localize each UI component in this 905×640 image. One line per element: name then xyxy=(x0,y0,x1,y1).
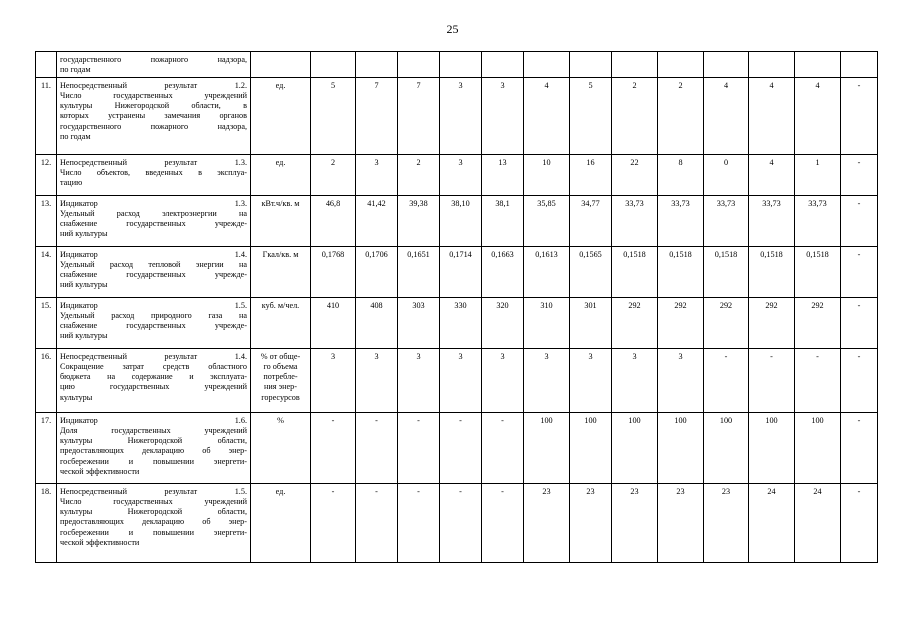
unit-cell xyxy=(251,246,311,297)
indicator-name-line: ний культуры xyxy=(60,280,108,290)
indicator-name-cell xyxy=(57,154,251,195)
indicator-name-cell xyxy=(57,77,251,154)
value-cell: 292 xyxy=(795,297,841,348)
indicator-name-line: снабжение государственных учрежде- xyxy=(60,321,247,331)
unit-line: потребле- xyxy=(263,372,298,382)
value-cell: 0 xyxy=(704,154,749,195)
value-cell: 303 xyxy=(398,297,440,348)
value-cell: 2 xyxy=(398,154,440,195)
indicator-name-line: госбережении и повышении энергети- xyxy=(60,456,247,466)
indicator-name-line: по годам xyxy=(60,132,91,142)
value-cell: - xyxy=(440,483,482,562)
unit-line: горесурсов xyxy=(261,392,300,402)
value-cell xyxy=(524,52,570,78)
value-cell xyxy=(440,52,482,78)
value-cell: 3 xyxy=(440,348,482,412)
value-cell xyxy=(398,52,440,78)
value-cell: - xyxy=(841,154,878,195)
value-cell: 41,42 xyxy=(356,195,398,246)
value-cell: 3 xyxy=(612,348,658,412)
value-cell: 7 xyxy=(398,77,440,154)
indicator-name-line: ний культуры xyxy=(60,229,108,239)
value-cell xyxy=(311,52,356,78)
value-cell: 23 xyxy=(704,483,749,562)
value-cell xyxy=(658,52,704,78)
value-cell: - xyxy=(311,483,356,562)
value-cell: 10 xyxy=(524,154,570,195)
indicator-name-line: ний культуры xyxy=(60,331,108,341)
value-cell: 0,1613 xyxy=(524,246,570,297)
unit-line: Гкал/кв. м xyxy=(262,249,299,259)
indicator-name-line: Удельный расход природного газа на xyxy=(60,310,247,320)
value-cell: 33,73 xyxy=(658,195,704,246)
value-cell: 33,73 xyxy=(749,195,795,246)
value-cell: 408 xyxy=(356,297,398,348)
value-cell: 16 xyxy=(570,154,612,195)
indicator-name-line: предоставляющих декларацию об энер- xyxy=(60,446,247,456)
value-cell xyxy=(356,52,398,78)
table-row xyxy=(36,246,878,297)
row-number-cell: 11. xyxy=(36,77,57,154)
value-cell xyxy=(795,52,841,78)
value-cell: 0,1518 xyxy=(749,246,795,297)
value-cell: 3 xyxy=(658,348,704,412)
value-cell: 310 xyxy=(524,297,570,348)
indicator-name-line: Непосредственный результат 1.4. xyxy=(60,351,247,361)
page-number: 25 xyxy=(446,22,459,36)
row-number-cell: 17. xyxy=(36,412,57,483)
value-cell: 100 xyxy=(570,412,612,483)
unit-line: ния энер- xyxy=(264,382,297,392)
value-cell: 24 xyxy=(795,483,841,562)
indicator-name-line: культуры Нижегородской области, xyxy=(60,436,247,446)
value-cell: 2 xyxy=(658,77,704,154)
row-number-cell: 16. xyxy=(36,348,57,412)
indicator-name-line: которых устранены замечания органов xyxy=(60,111,247,121)
table-row xyxy=(36,154,878,195)
unit-line: ед. xyxy=(275,80,286,90)
row-number-cell: 12. xyxy=(36,154,57,195)
value-cell: - xyxy=(749,348,795,412)
value-cell: - xyxy=(482,412,524,483)
unit-cell xyxy=(251,154,311,195)
table-row xyxy=(36,412,878,483)
indicator-name-line: культуры Нижегородской области, xyxy=(60,507,247,517)
value-cell: 13 xyxy=(482,154,524,195)
value-cell: 0,1768 xyxy=(311,246,356,297)
value-cell: 0,1518 xyxy=(658,246,704,297)
indicator-name-line: Число объектов, введенных в эксплуа- xyxy=(60,167,247,177)
value-cell: 2 xyxy=(311,154,356,195)
indicator-name-line: Доля государственных учреждений xyxy=(60,425,247,435)
row-number-cell: 13. xyxy=(36,195,57,246)
indicator-name-line: Сокращение затрат средств областного xyxy=(60,361,247,371)
value-cell: - xyxy=(841,412,878,483)
value-cell: 7 xyxy=(356,77,398,154)
value-cell: 3 xyxy=(440,154,482,195)
value-cell: 0,1518 xyxy=(704,246,749,297)
indicator-name-cell xyxy=(57,246,251,297)
value-cell: 3 xyxy=(524,348,570,412)
unit-cell xyxy=(251,412,311,483)
value-cell: 0,1714 xyxy=(440,246,482,297)
indicator-name-line: Число государственных учреждений xyxy=(60,90,247,100)
value-cell: 100 xyxy=(612,412,658,483)
value-cell: 0,1706 xyxy=(356,246,398,297)
value-cell: 23 xyxy=(612,483,658,562)
value-cell: - xyxy=(841,77,878,154)
value-cell: - xyxy=(440,412,482,483)
value-cell: - xyxy=(398,483,440,562)
value-cell: - xyxy=(398,412,440,483)
value-cell: 33,73 xyxy=(704,195,749,246)
indicator-name-cell xyxy=(57,297,251,348)
value-cell xyxy=(841,52,878,78)
value-cell: - xyxy=(311,412,356,483)
indicator-name-line: Непосредственный результат 1.2. xyxy=(60,80,247,90)
value-cell xyxy=(482,52,524,78)
unit-line: ед. xyxy=(275,157,286,167)
value-cell: 3 xyxy=(311,348,356,412)
value-cell: 2 xyxy=(612,77,658,154)
indicator-name-line: культуры xyxy=(60,392,93,402)
indicator-name-line: государственного пожарного надзора, xyxy=(60,55,247,64)
value-cell: - xyxy=(841,348,878,412)
value-cell: 292 xyxy=(704,297,749,348)
value-cell: 0,1663 xyxy=(482,246,524,297)
value-cell: 301 xyxy=(570,297,612,348)
indicator-name-line: Непосредственный результат 1.5. xyxy=(60,486,247,496)
value-cell xyxy=(612,52,658,78)
unit-line: куб. м/чел. xyxy=(261,300,300,310)
indicator-name-cell xyxy=(57,195,251,246)
indicator-name-line: Число государственных учреждений xyxy=(60,496,247,506)
value-cell: 33,73 xyxy=(795,195,841,246)
value-cell: 292 xyxy=(749,297,795,348)
value-cell: 3 xyxy=(570,348,612,412)
value-cell: 320 xyxy=(482,297,524,348)
value-cell: 1 xyxy=(795,154,841,195)
value-cell xyxy=(749,52,795,78)
indicator-name-line: Индикатор 1.4. xyxy=(60,249,247,259)
value-cell: 23 xyxy=(524,483,570,562)
indicators-table xyxy=(35,51,878,563)
indicator-name-cell xyxy=(57,412,251,483)
value-cell: 4 xyxy=(524,77,570,154)
indicator-name-line: цию государственных учреждений xyxy=(60,382,247,392)
unit-line: % xyxy=(277,415,284,425)
row-number-cell: 15. xyxy=(36,297,57,348)
value-cell: 410 xyxy=(311,297,356,348)
indicator-name-line: по годам xyxy=(60,65,91,75)
value-cell: 100 xyxy=(795,412,841,483)
value-cell: 3 xyxy=(356,154,398,195)
unit-line: кВт.ч/кв. м xyxy=(261,198,300,208)
value-cell: 46,8 xyxy=(311,195,356,246)
indicator-name-line: государственного пожарного надзора, xyxy=(60,121,247,131)
indicator-name-cell xyxy=(57,52,251,78)
unit-cell xyxy=(251,483,311,562)
indicator-name-line: ческой эффективности xyxy=(60,467,140,477)
table-row xyxy=(36,348,878,412)
value-cell: 3 xyxy=(356,348,398,412)
indicator-name-line: Непосредственный результат 1.3. xyxy=(60,157,247,167)
value-cell: 34,77 xyxy=(570,195,612,246)
row-number-cell: 14. xyxy=(36,246,57,297)
value-cell: 5 xyxy=(311,77,356,154)
value-cell xyxy=(704,52,749,78)
value-cell: 3 xyxy=(440,77,482,154)
value-cell: - xyxy=(356,412,398,483)
value-cell: - xyxy=(482,483,524,562)
value-cell: 100 xyxy=(704,412,749,483)
value-cell: 0,1518 xyxy=(795,246,841,297)
value-cell: 4 xyxy=(749,154,795,195)
indicator-name-line: ческой эффективности xyxy=(60,538,140,548)
indicator-name-line: культуры Нижегородской области, в xyxy=(60,101,247,111)
value-cell: 5 xyxy=(570,77,612,154)
value-cell: 0,1518 xyxy=(612,246,658,297)
value-cell: - xyxy=(841,195,878,246)
value-cell: 100 xyxy=(749,412,795,483)
indicator-name-line: Удельный расход тепловой энергии на xyxy=(60,259,247,269)
value-cell: 100 xyxy=(524,412,570,483)
indicator-name-line: снабжение государственных учрежде- xyxy=(60,270,247,280)
unit-cell xyxy=(251,297,311,348)
indicator-name-line: Индикатор 1.3. xyxy=(60,198,247,208)
value-cell: 3 xyxy=(482,348,524,412)
value-cell: 292 xyxy=(658,297,704,348)
value-cell: - xyxy=(841,483,878,562)
indicator-name-line: Индикатор 1.5. xyxy=(60,300,247,310)
unit-line: го объема xyxy=(263,361,298,371)
unit-cell xyxy=(251,195,311,246)
unit-cell xyxy=(251,77,311,154)
value-cell: 39,38 xyxy=(398,195,440,246)
value-cell: 8 xyxy=(658,154,704,195)
value-cell: - xyxy=(841,246,878,297)
value-cell: 4 xyxy=(704,77,749,154)
indicator-name-line: снабжение государственных учрежде- xyxy=(60,219,247,229)
value-cell: 23 xyxy=(570,483,612,562)
indicator-name-line: бюджета на содержание и эксплуата- xyxy=(60,372,247,382)
value-cell: 330 xyxy=(440,297,482,348)
indicator-name-line: госбережении и повышении энергети- xyxy=(60,527,247,537)
unit-line: ед. xyxy=(275,486,286,496)
indicator-name-line: тацию xyxy=(60,178,83,188)
table-row xyxy=(36,77,878,154)
value-cell: 38,10 xyxy=(440,195,482,246)
unit-cell xyxy=(251,52,311,78)
value-cell: - xyxy=(356,483,398,562)
indicator-name-line: Индикатор 1.6. xyxy=(60,415,247,425)
indicator-name-line: Удельный расход электроэнергии на xyxy=(60,208,247,218)
value-cell: 33,73 xyxy=(612,195,658,246)
value-cell xyxy=(570,52,612,78)
row-number-cell xyxy=(36,52,57,78)
value-cell: - xyxy=(795,348,841,412)
value-cell: 292 xyxy=(612,297,658,348)
value-cell: 0,1651 xyxy=(398,246,440,297)
value-cell: - xyxy=(704,348,749,412)
value-cell: 22 xyxy=(612,154,658,195)
unit-cell xyxy=(251,348,311,412)
value-cell: 24 xyxy=(749,483,795,562)
value-cell: 4 xyxy=(795,77,841,154)
value-cell: 3 xyxy=(482,77,524,154)
value-cell: 38,1 xyxy=(482,195,524,246)
table-row xyxy=(36,52,878,78)
table-row xyxy=(36,297,878,348)
value-cell: 23 xyxy=(658,483,704,562)
value-cell: 100 xyxy=(658,412,704,483)
table-row xyxy=(36,195,878,246)
value-cell: - xyxy=(841,297,878,348)
indicator-name-cell xyxy=(57,348,251,412)
value-cell: 0,1565 xyxy=(570,246,612,297)
value-cell: 4 xyxy=(749,77,795,154)
unit-line: % от обще- xyxy=(260,351,301,361)
indicator-name-line: предоставляющих декларацию об энер- xyxy=(60,517,247,527)
row-number-cell: 18. xyxy=(36,483,57,562)
value-cell: 35,85 xyxy=(524,195,570,246)
value-cell: 3 xyxy=(398,348,440,412)
table-row xyxy=(36,483,878,562)
indicator-name-cell xyxy=(57,483,251,562)
